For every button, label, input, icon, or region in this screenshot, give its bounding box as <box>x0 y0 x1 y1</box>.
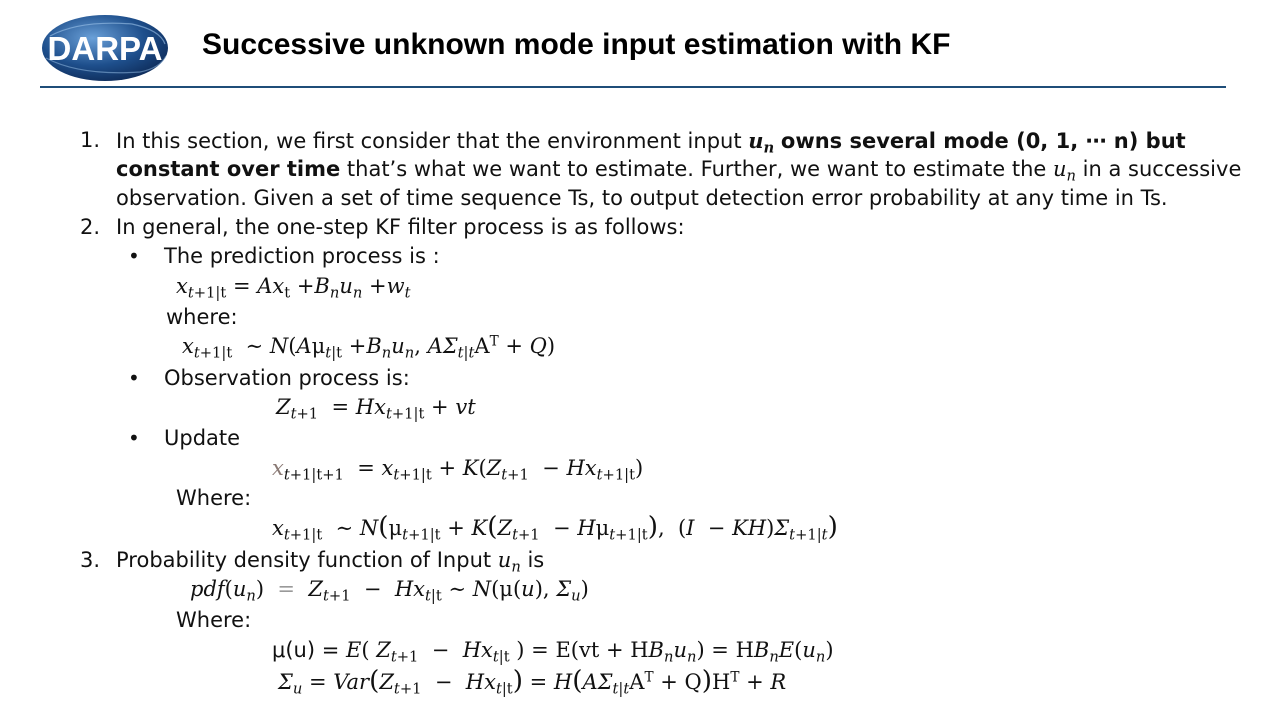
page-title: Successive unknown mode input estimation with KF <box>202 28 951 61</box>
darpa-logo <box>40 14 170 82</box>
equation-prediction-dist: $x_{t+1|t}$ ∼ $N(A\mu_{t|t} +B_nu_n$, $A\Sigma_{t|t}A^T + Q$) <box>182 333 556 362</box>
math-un: $u_n$ <box>497 548 521 576</box>
item1-line1 <box>116 128 1186 157</box>
item1-line3: observation. Given a set of time sequence Ts, to output detection error probability at any time in Ts. <box>116 186 1168 210</box>
item1-bold-2: constant over time <box>116 157 341 181</box>
mu-u-label: μ(u) = <box>272 638 347 662</box>
logo-text: DARPA <box>47 30 163 67</box>
list-number-1: 1. <box>80 128 101 152</box>
item1-text: In this section, we first consider that the environment input <box>116 129 749 153</box>
equation-observation: $Z_{t+1} = Hx_{t+1|t}$ + vt <box>276 395 476 423</box>
equation-mean: μ(u) = E( $Z_{t+1} - Hx_{t|t}$ ) = $E(vt + HB_nu_n) = HB_nE(u_n)$ <box>272 638 834 666</box>
prediction-label: The prediction process is : <box>164 244 440 268</box>
where-label-1: where: <box>166 305 238 329</box>
item3-intro <box>116 548 545 576</box>
where-label-2: Where: <box>176 486 252 510</box>
list-number-2: 2. <box>80 215 101 239</box>
item3-text-2: is <box>520 548 545 572</box>
item2-intro: In general, the one-step KF filter process is as follows: <box>116 215 685 239</box>
equation-pdf: $pdf(u_n) = Z_{t+1} - Hx_{t|t}$ ∼ N(μ(u), $\Sigma_u$) <box>190 577 589 605</box>
equation-update-dist: $x_{t+1|t}$ ∼ $N(\mu_{t+1|t} + K(Z_{t+1} - H\mu_{t+1|t})$, $(I - KH)\Sigma_{t+1|t}$) <box>272 512 838 544</box>
math-un: $u_n$ <box>748 128 775 157</box>
math-un: $u_n$ <box>1053 157 1076 185</box>
item1-bold-1: owns several mode (0, 1, ⋯ n) but <box>780 129 1186 153</box>
list-number-3: 3. <box>80 548 101 572</box>
bullet: • <box>128 426 140 450</box>
update-label: Update <box>164 426 241 450</box>
item1-text-3: in a successive <box>1076 157 1242 181</box>
equation-update: $x_{t+1|t+1} = x_{t+1|t} + K(Z_{t+1} - Hx_{t+1|t})$ <box>272 456 644 484</box>
item3-text: Probability density function of Input <box>116 548 498 572</box>
equation-prediction: $x_{t+1|t} = Ax_t +B_nu_n +w_t$ <box>176 274 411 302</box>
observation-label: Observation process is: <box>164 366 410 390</box>
item1-text-2: that’s what we want to estimate. Further, we want to estimate the <box>340 157 1053 181</box>
equation-variance: $\Sigma_u = Var(Z_{t+1} - Hx_{t|t}) = H(A\Sigma_{t|t}A^T + Q)H^T + R$ <box>278 666 787 698</box>
bullet: • <box>128 244 140 268</box>
bullet: • <box>128 366 140 390</box>
where-label-3: Where: <box>176 608 252 632</box>
title-divider <box>40 86 1226 88</box>
item1-line2 <box>116 157 1242 185</box>
